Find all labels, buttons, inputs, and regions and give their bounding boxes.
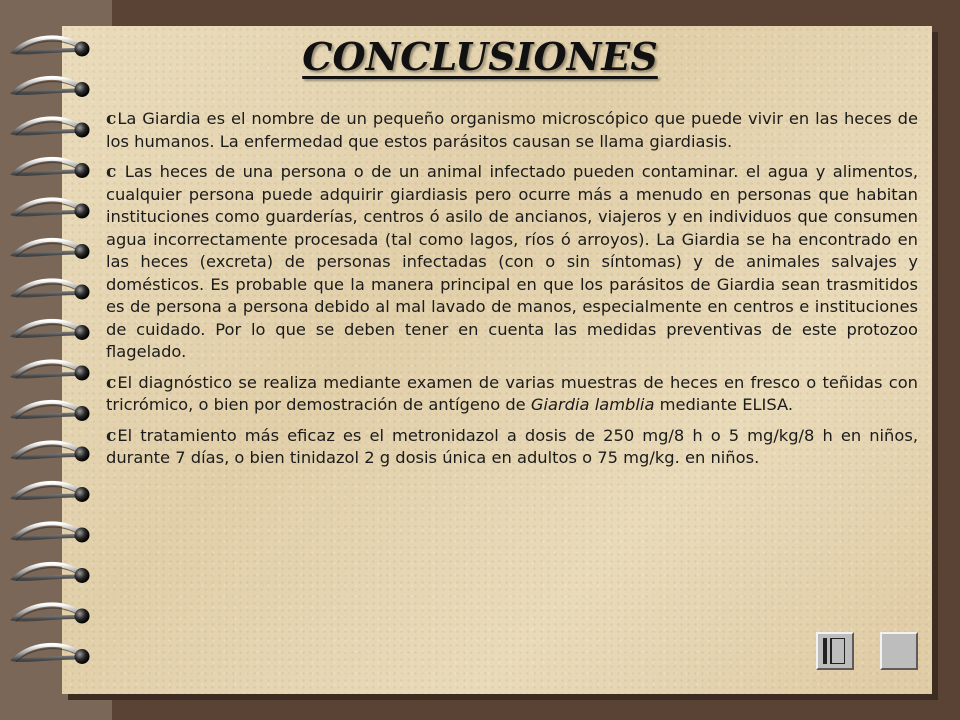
paragraph-text: mediante ELISA. — [654, 395, 794, 414]
binding-ring — [14, 402, 90, 421]
paragraph-diagnosis — [106, 372, 918, 417]
paragraph-treatment — [106, 425, 918, 470]
binding-ring — [14, 280, 90, 299]
paragraph-text: Las heces de una persona o de un animal infectado pueden contaminar. el agua y alimentos, cualquier persona puede adquirir giardiasis pero ocurre más a menudo en personas que habitan instituciones como guarderías, centros ó asilo de ancianos, viajeros y en individuos que consumen agua incorrectamente procesada (tal como lagos, ríos ó arroyos). La Giardia se ha encontrado en las heces (excreta) de personas infectadas (con o sin síntomas) y de animales salvajes y domésticos. Es probable que la manera principal en que los parásitos de Giardia sean trasmitidos es de persona a persona debido al mal lavado de manos, especialmente en centros e instituciones de cuidado. Por lo que se deben tener en cuenta las medidas preventivas de este protozoo flagelado. — [106, 162, 918, 361]
bullet-icon: c — [106, 425, 117, 446]
bullet-icon: c — [106, 109, 117, 129]
page-title: CONCLUSIONES — [302, 34, 658, 79]
binding-ring — [14, 78, 90, 97]
binding-ring — [14, 240, 90, 259]
paragraph-text: El diagnóstico se realiza mediante examen de varias muestras de heces en fresco o teñidas con tricrómico, o bien por demostración de antígeno de — [106, 372, 918, 414]
paragraph-text: El tratamiento más eficaz es el metronidazol a dosis de 250 mg/8 h o 5 mg/kg/8 h en niños, durante 7 días, o bien tinidazol 2 g dosis única en adultos o 75 mg/kg. en niños. — [106, 425, 918, 467]
binding-ring — [14, 604, 90, 623]
paragraph-text: La Giardia es el nombre de un pequeño organismo microscópico que puede vivir en las heces de los humanos. La enfermedad que estos parásitos causan se llama giardiasis. — [106, 109, 918, 151]
binding-ring — [14, 564, 90, 583]
binding-ring — [14, 321, 90, 340]
binding-ring — [14, 523, 90, 542]
conclusions-text — [106, 108, 918, 478]
species-name: Giardia lamblia — [530, 395, 655, 414]
paragraph-definition — [106, 108, 918, 153]
binding-ring — [14, 442, 90, 461]
paragraph-transmission — [106, 161, 918, 364]
bullet-icon: c — [106, 372, 117, 393]
binding-ring — [14, 159, 90, 178]
binding-ring — [14, 199, 90, 218]
binding-ring — [14, 483, 90, 502]
bullet-icon: c — [106, 162, 117, 182]
spiral-binding — [0, 0, 110, 720]
first-slide-button[interactable] — [816, 632, 854, 670]
skip-to-first-icon — [818, 634, 852, 668]
binding-ring — [14, 361, 90, 380]
binding-ring — [14, 118, 90, 137]
binding-ring — [14, 645, 90, 664]
blank-button[interactable] — [880, 632, 918, 670]
